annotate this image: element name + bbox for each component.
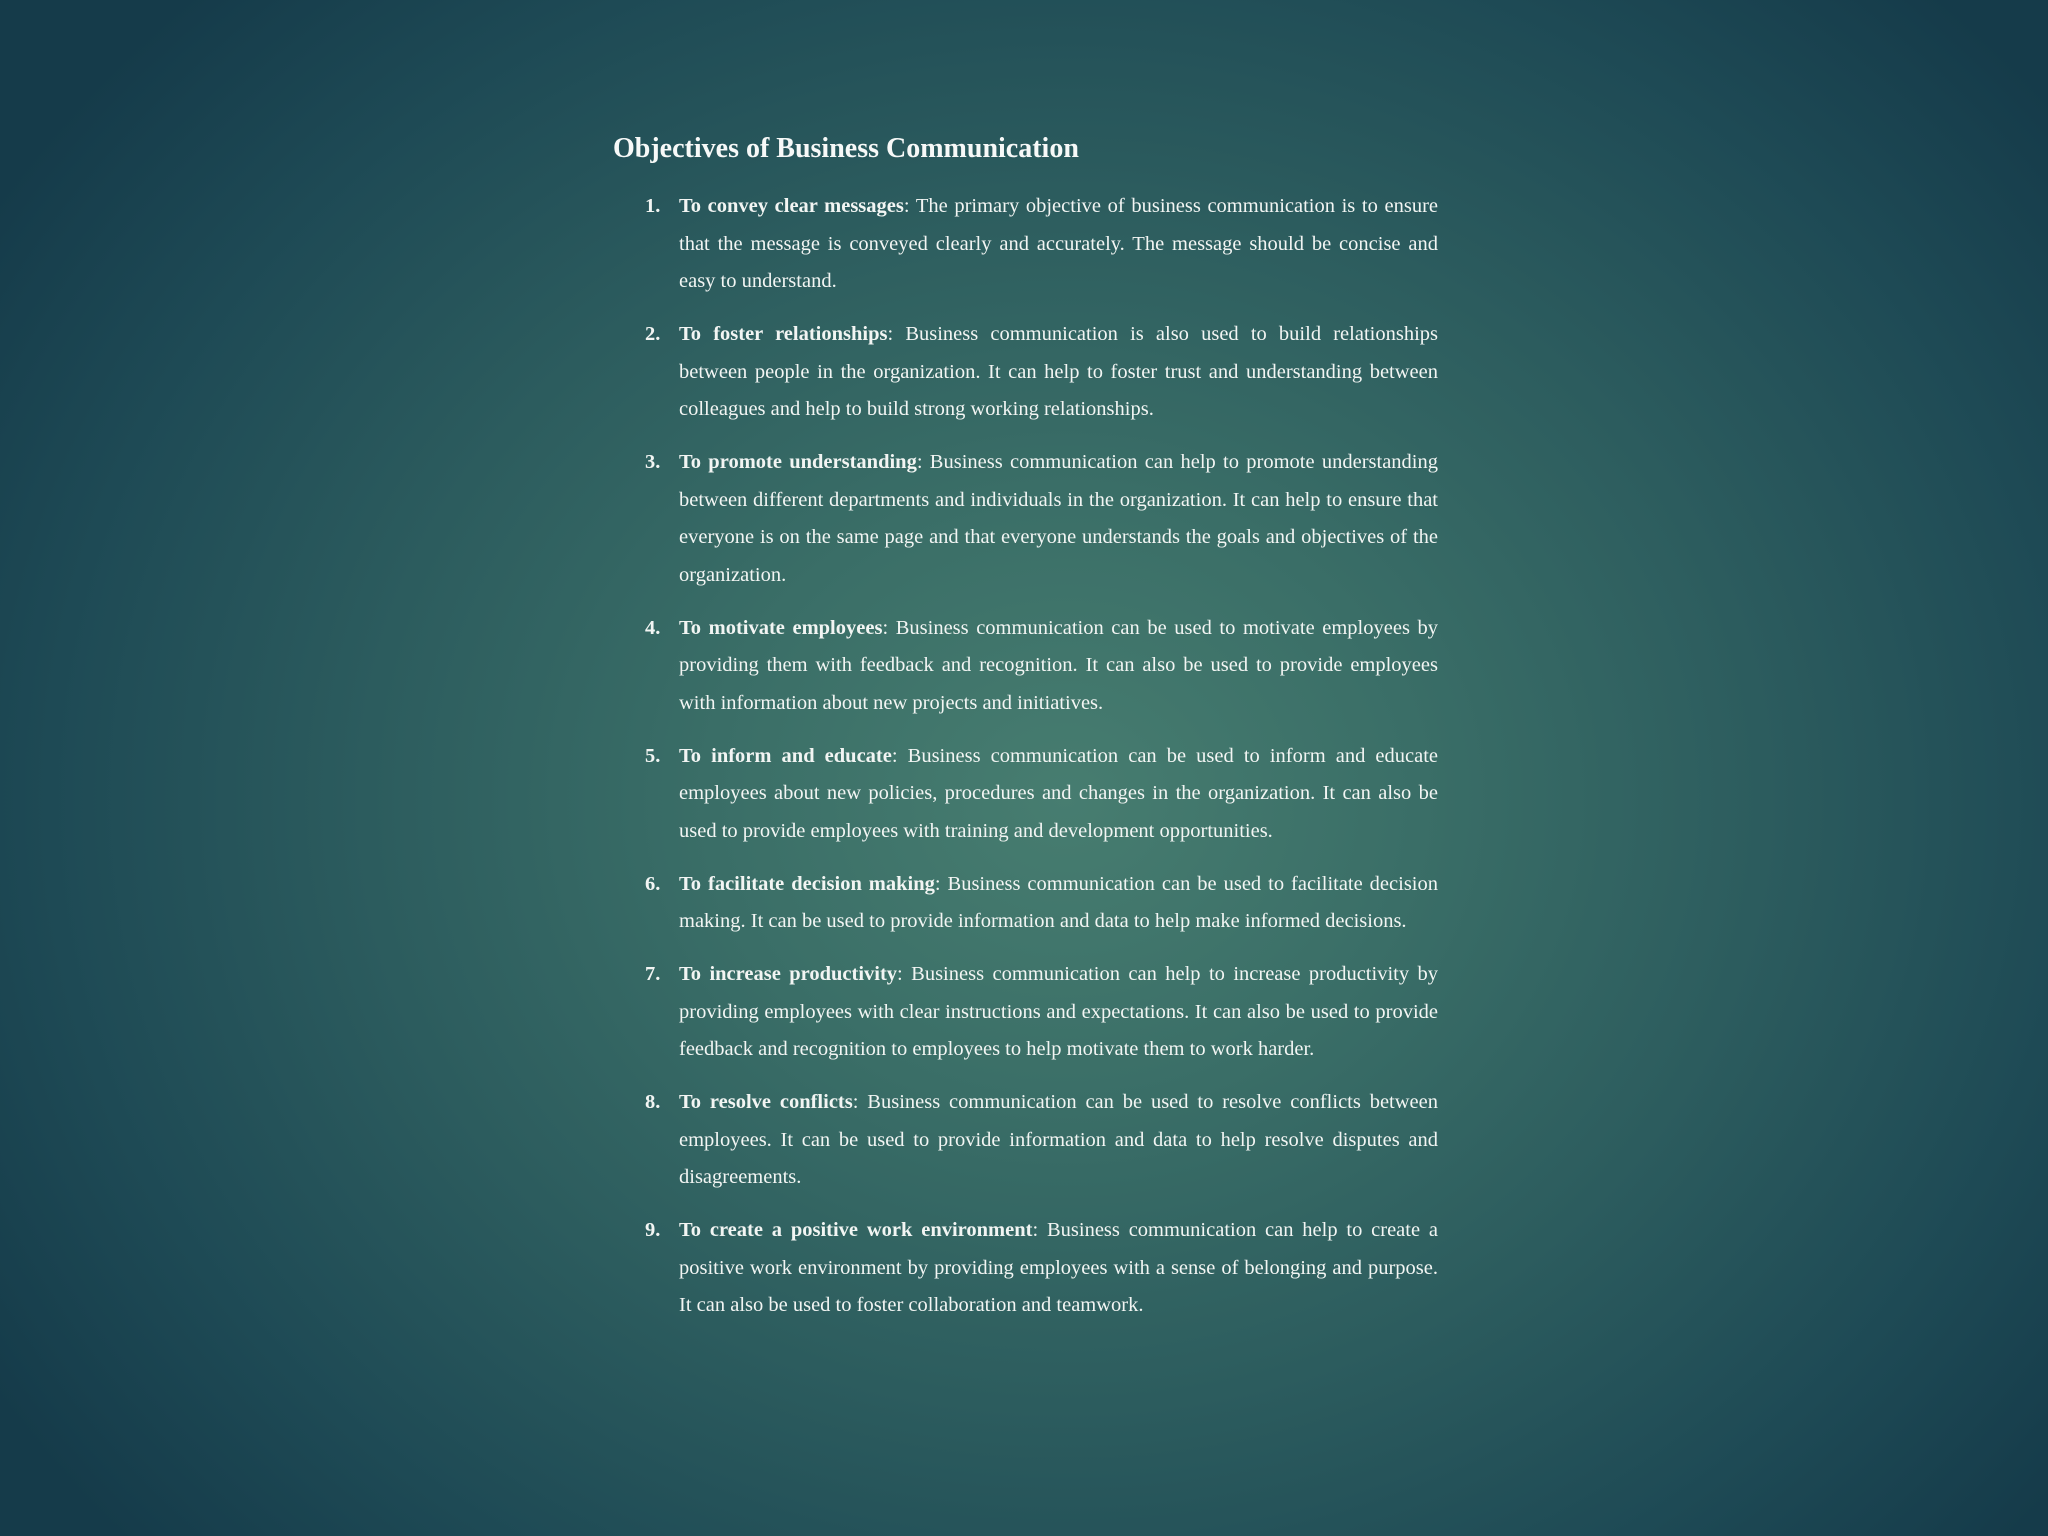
item-separator: : bbox=[916, 451, 923, 473]
list-item bbox=[613, 738, 1438, 851]
item-text: Business communication can help to promote understanding between different departments and individuals in the organization. It can help to ensure that everyone is on the same page and that everyone understands the goals and objectives of the organization. bbox=[679, 451, 1439, 586]
item-heading: To create a positive work environment bbox=[679, 1219, 1033, 1241]
item-text: Business communication can be used to inform and educate employees about new policies, procedures and changes in the organization. It can also be used to provide employees with training and development opportunities. bbox=[679, 744, 1438, 842]
item-heading: To facilitate decision making bbox=[679, 872, 935, 895]
item-heading: To motivate employees bbox=[679, 616, 883, 639]
item-text: Business communication is also used to build relationships between people in the organization. It can help to foster trust and understanding between colleagues and help to build strong working relationships. bbox=[679, 323, 1438, 420]
item-number: 7. bbox=[645, 963, 661, 985]
item-text: Business communication can be used to facilitate decision making. It can be used to provide information and data to help make informed decisions. bbox=[679, 872, 1438, 932]
item-text: Business communication can help to increase productivity by providing employees with clear instructions and expectations. It can also be used to provide feedback and recognition to employees to help motivate them to work harder. bbox=[679, 963, 1439, 1060]
document-title: Objectives of Business Communication bbox=[613, 133, 1079, 164]
item-text: Business communication can help to create a positive work environment by providing employees with a sense of belonging and purpose. It can also be used to foster collaboration and teamwork. bbox=[679, 1219, 1438, 1316]
item-heading: To foster relationships bbox=[679, 323, 888, 345]
item-number: 4. bbox=[645, 616, 661, 639]
item-separator: : bbox=[887, 323, 894, 345]
item-number: 3. bbox=[645, 451, 661, 473]
item-separator: : bbox=[882, 616, 889, 639]
item-number: 5. bbox=[645, 744, 661, 767]
list-item bbox=[613, 956, 1438, 1069]
item-heading: To inform and educate bbox=[679, 744, 892, 767]
list-item bbox=[613, 188, 1438, 301]
list-item bbox=[613, 316, 1438, 429]
list-item bbox=[613, 1212, 1438, 1325]
objectives-list bbox=[613, 188, 1438, 1325]
item-separator: : bbox=[903, 195, 910, 217]
item-heading: To convey clear messages bbox=[679, 195, 904, 217]
list-item bbox=[613, 1084, 1438, 1197]
item-separator: : bbox=[891, 744, 898, 767]
item-number: 6. bbox=[645, 872, 661, 895]
list-item bbox=[613, 610, 1438, 723]
item-number: 9. bbox=[645, 1219, 661, 1241]
item-heading: To increase productivity bbox=[679, 963, 898, 985]
item-separator: : bbox=[934, 872, 941, 895]
list-item bbox=[613, 866, 1438, 941]
item-heading: To promote understanding bbox=[679, 451, 917, 473]
item-text: The primary objective of business communication is to ensure that the message is conveyed clearly and accurately. The message should be concise and easy to understand. bbox=[679, 195, 1438, 292]
item-number: 8. bbox=[645, 1091, 661, 1113]
document-page bbox=[613, 128, 1438, 1340]
item-number: 1. bbox=[645, 195, 661, 217]
item-number: 2. bbox=[645, 323, 661, 345]
item-separator: : bbox=[897, 963, 903, 985]
list-item bbox=[613, 444, 1438, 594]
item-text: Business communication can be used to motivate employees by providing them with feedback and recognition. It can also be used to provide employees with information about new projects and initiatives. bbox=[679, 616, 1439, 714]
item-heading: To resolve conflicts bbox=[679, 1091, 853, 1113]
item-text: Business communication can be used to resolve conflicts between employees. It can be used to provide information and data to help resolve disputes and disagreements. bbox=[679, 1091, 1438, 1188]
item-separator: : bbox=[852, 1091, 859, 1113]
item-separator: : bbox=[1032, 1219, 1039, 1241]
